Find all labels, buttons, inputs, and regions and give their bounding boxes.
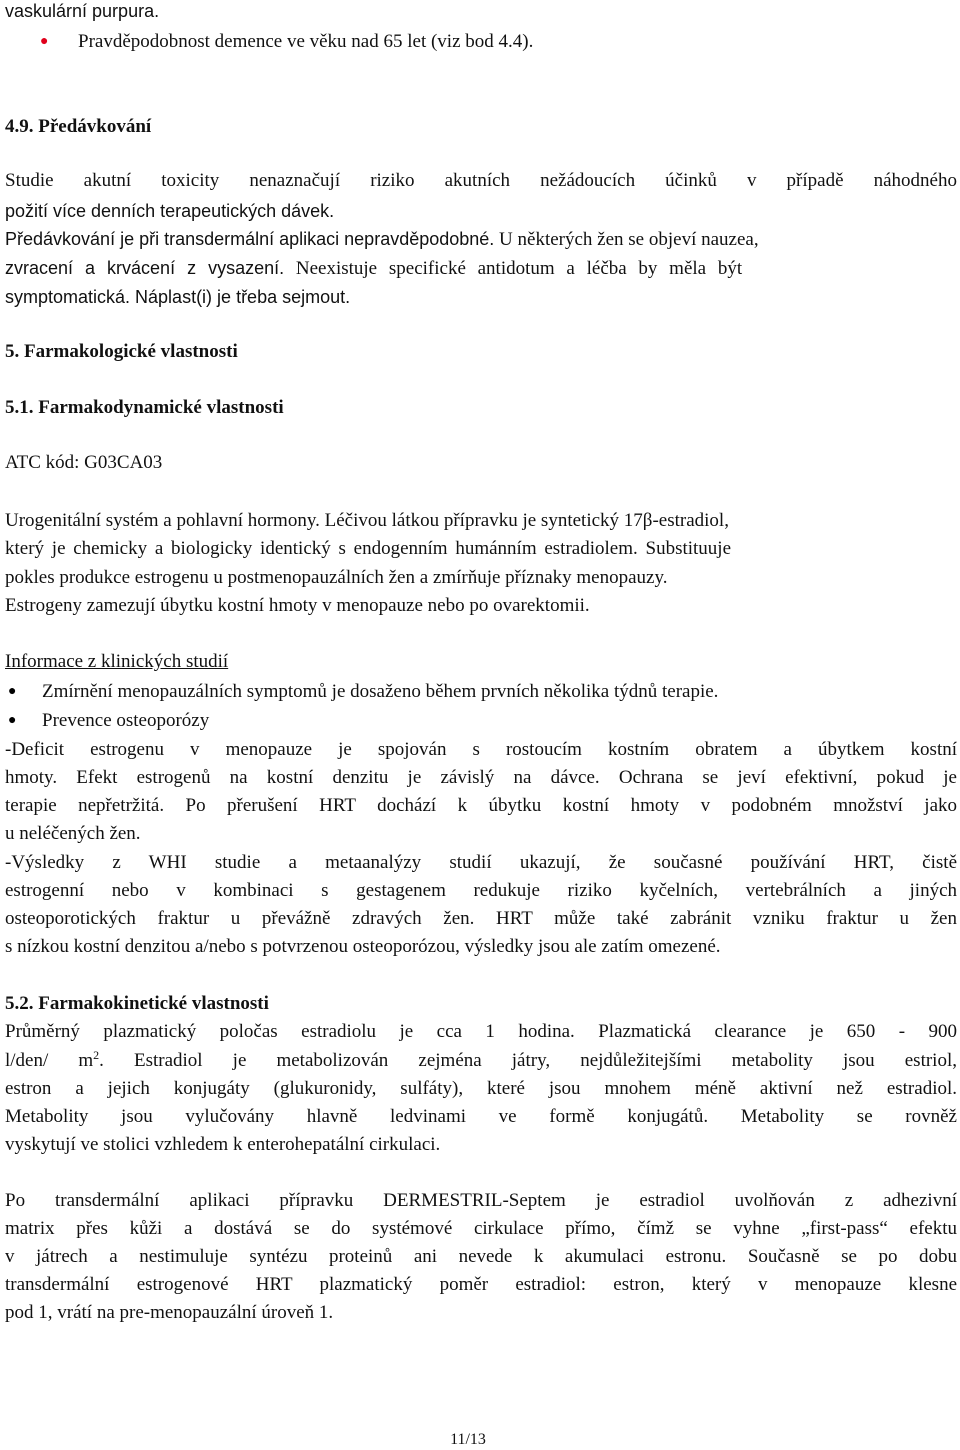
sentence: Substituuje [645,538,732,559]
paragraph-line [5,1050,957,1072]
paragraph-line: pokles produkce estrogenu u postmenopauzálních žen a zmírňuje příznaky menopauzy. [5,567,668,588]
paragraph-line: osteoporotických fraktur u převážně zdravých žen. HRT může také zabránit vzniku fraktur u žen [5,908,957,929]
paragraph-line [5,538,731,560]
paragraph-line: -Výsledky z WHI studie a metaanalýzy studií ukazují, že současné používání HRT, čistě [5,852,957,873]
page-number: 11/13 [450,1431,486,1448]
paragraph-line: estrogenní nebo v kombinaci s gestagenem redukuje riziko kyčelních, vertebrálních a jiných [5,880,957,901]
paragraph-line: pod 1, vrátí na pre-menopauzální úroveň 1. [5,1302,334,1323]
paragraph-line: hmoty. Efekt estrogenů na kostní denzitu je závislý na dávce. Ochrana se jeví efektivní, pokud je [5,767,957,788]
paragraph-line: symptomatická. Náplast(i) je třeba sejmout. [5,287,351,307]
section-heading-5-2: 5.2. Farmakokinetické vlastnosti [5,993,269,1014]
section-heading-4-9: 4.9. Předávkování [5,116,152,137]
paragraph-line: transdermální estrogenové HRT plazmatický poměr estradiol: estron, který v menopauze klesne [5,1274,957,1295]
section-heading-5: 5. Farmakologické vlastnosti [5,341,238,362]
paragraph-line: terapie nepřetržitá. Po přerušení HRT dochází k úbytku kostní hmoty v podobném množství jako [5,795,957,816]
list-item: Zmírnění menopauzálních symptomů je dosaženo během prvních několika týdnů terapie. [42,681,719,702]
paragraph-line: Estrogeny zamezují úbytku kostní hmoty v menopauze nebo po ovarektomii. [5,595,590,616]
sentence: zvracení a krvácení z vysazení. [5,258,285,278]
carryover-line: vaskulární purpura. [5,1,160,21]
studies-heading: Informace z klinických studií [5,651,229,672]
superscript: 2 [93,1048,100,1062]
paragraph-line: s nízkou kostní denzitou a/nebo s potvrzenou osteoporózou, výsledky jsou ale zatím omezené. [5,936,721,957]
bullet-icon: ● [40,34,49,49]
paragraph-line [5,257,742,280]
paragraph-line [5,510,729,532]
paragraph-line: v játrech a nestimuluje syntézu proteinů ani nevede k akumulaci estronu. Současně se po dobu [5,1246,957,1267]
paragraph-line: u neléčených žen. [5,823,141,844]
paragraph-line: estron a jejich konjugáty (glukuronidy, sulfáty), které jsou mnohem méně aktivní než estradiol. [5,1078,957,1099]
sentence: U některých žen se objeví nauzea, [499,229,759,250]
sentence: Urogenitální systém a pohlavní hormony. [5,510,320,531]
paragraph-line: Po transdermální aplikaci přípravku DERMESTRIL-Septem je estradiol uvolňován z adhezivní [5,1190,957,1211]
sentence: Léčivou látkou přípravku je syntetický 17β-estradiol, [324,510,729,531]
sentence: Neexistuje specifické antidotum a léčba by měla být [295,258,743,279]
atc-code: ATC kód: G03CA03 [5,452,163,473]
text-fragment: . Estradiol je metabolizován zejména játry, nejdůležitejšími metabolity jsou estriol, [99,1050,957,1071]
sentence: Předávkování je při transdermální aplikaci nepravděpodobné. [5,229,495,249]
bullet-icon: ● [8,713,17,728]
paragraph-line [5,228,759,251]
text-fragment: l/den/ m [5,1050,94,1071]
bullet-icon: ● [8,684,17,699]
sentence: který je chemicky a biologicky identický s endogenním humánním estradiolem. [5,538,638,559]
paragraph-line: matrix přes kůži a dostává se do systémové cirkulace přímo, čímž se vyhne „first-pass“ efektu [5,1218,957,1239]
paragraph-line: Metabolity jsou vylučovány hlavně ledvinami ve formě konjugátů. Metabolity se rovněž [5,1106,957,1127]
section-heading-5-1: 5.1. Farmakodynamické vlastnosti [5,397,284,418]
paragraph-line: -Deficit estrogenu v menopauze je spojován s rostoucím kostním obratem a úbytkem kostní [5,739,957,760]
paragraph-line: vyskytují ve stolici vzhledem k enterohepatální cirkulaci. [5,1134,441,1155]
list-item: Prevence osteoporózy [42,710,210,731]
list-item: Pravděpodobnost demence ve věku nad 65 let (viz bod 4.4). [78,31,534,52]
paragraph-line: Studie akutní toxicity nenaznačují riziko akutních nežádoucích účinků v případě náhodného [5,170,957,191]
paragraph-line: požití více denních terapeutických dávek. [5,201,335,221]
paragraph-line: Průměrný plazmatický poločas estradiolu je cca 1 hodina. Plazmatická clearance je 650 - 900 [5,1021,957,1042]
